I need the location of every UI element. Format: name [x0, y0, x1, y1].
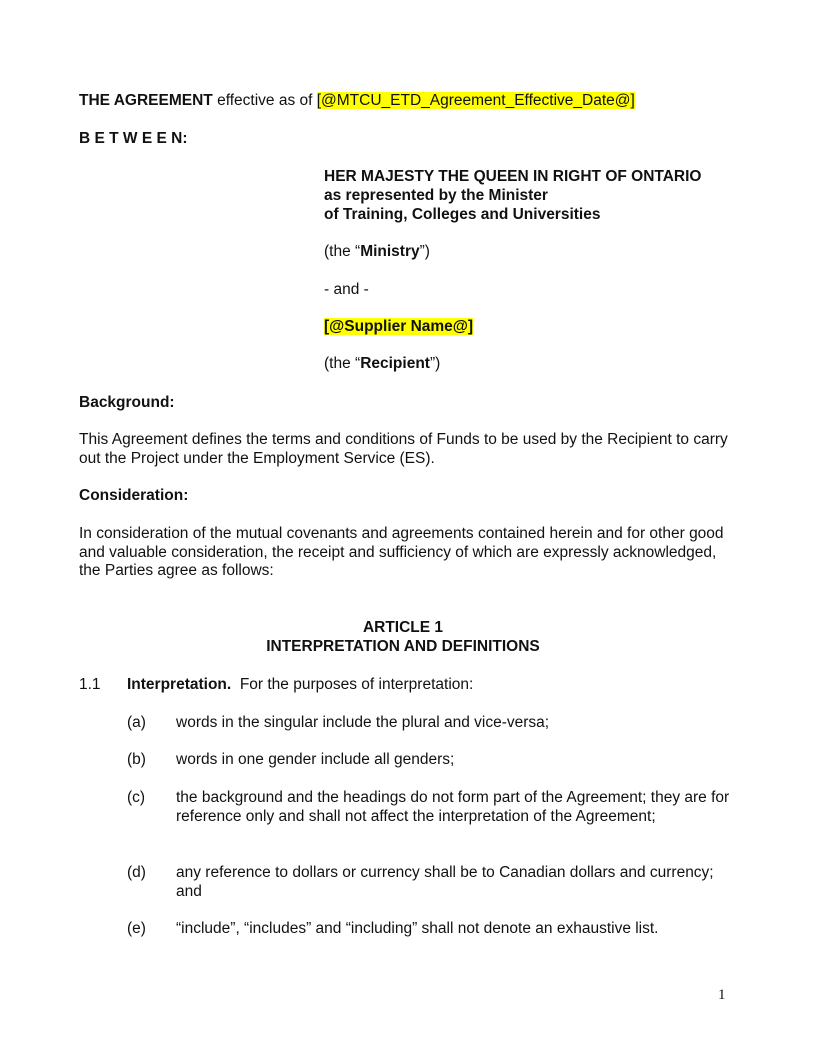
- article-number: ARTICLE 1: [362, 619, 444, 636]
- consideration-text: In consideration of the mutual covenants and agreements contained herein and for other good and valuable consideration, the receipt and sufficiency of which are expressly acknowledged, the Parties agree as follows:: [79, 525, 724, 579]
- list-item-text: any reference to dollars or currency shall be to Canadian dollars and currency; and: [176, 864, 714, 900]
- list-item-text: words in the singular include the plural and vice-versa;: [176, 714, 550, 731]
- recipient-definition: [324, 355, 440, 373]
- recipient-def-suffix: ”): [429, 355, 441, 372]
- list-item-letter: (e): [127, 920, 146, 937]
- and-separator: - and -: [324, 281, 369, 298]
- ministry-def-term: Ministry: [360, 243, 420, 260]
- recipient-def-term: Recipient: [360, 355, 430, 372]
- list-item-letter: (d): [127, 864, 146, 881]
- section-heading-line: [127, 676, 473, 694]
- page-number: 1: [718, 987, 726, 1003]
- ministry-def-prefix: (the “: [324, 243, 361, 260]
- list-item-text: “include”, “includes” and “including” shall not denote an exhaustive list.: [176, 920, 659, 937]
- recipient-def-prefix: (the “: [324, 355, 361, 372]
- ministry-line: HER MAJESTY THE QUEEN IN RIGHT OF ONTARIO: [324, 168, 702, 185]
- background-heading: Background:: [79, 394, 175, 411]
- supplier-line: [324, 318, 473, 336]
- background-text: This Agreement defines the terms and conditions of Funds to be used by the Recipient to carry out the Project under the Employment Service (ES).: [79, 431, 728, 467]
- article-heading: [0, 619, 806, 656]
- section-intro: For the purposes of interpretation:: [231, 676, 474, 693]
- effective-text: effective as of: [212, 92, 317, 109]
- between-label: B E T W E E N:: [79, 130, 188, 147]
- ministry-def-suffix: ”): [419, 243, 430, 260]
- ministry-line: as represented by the Minister: [324, 187, 548, 204]
- list-item-letter: (b): [127, 751, 146, 768]
- section-number: 1.1: [79, 676, 101, 693]
- list-item-text: words in one gender include all genders;: [176, 751, 455, 768]
- effective-date-placeholder[interactable]: [@MTCU_ETD_Agreement_Effective_Date@]: [316, 92, 635, 109]
- ministry-line: of Training, Colleges and Universities: [324, 206, 601, 223]
- article-title: INTERPRETATION AND DEFINITIONS: [266, 637, 540, 655]
- ministry-party-block: [324, 167, 701, 224]
- agreement-intro-line: [79, 92, 635, 110]
- agreement-label: THE AGREEMENT: [79, 92, 213, 109]
- list-item-letter: (a): [127, 714, 146, 731]
- section-heading: Interpretation.: [127, 676, 232, 693]
- supplier-name-placeholder[interactable]: [@Supplier Name@]: [324, 318, 474, 335]
- ministry-definition: [324, 243, 430, 261]
- list-item-letter: (c): [127, 789, 146, 806]
- consideration-heading: Consideration:: [79, 487, 189, 504]
- list-item-text: the background and the headings do not form part of the Agreement; they are for reference only and shall not affect the interpretation of the Agreement;: [176, 789, 730, 825]
